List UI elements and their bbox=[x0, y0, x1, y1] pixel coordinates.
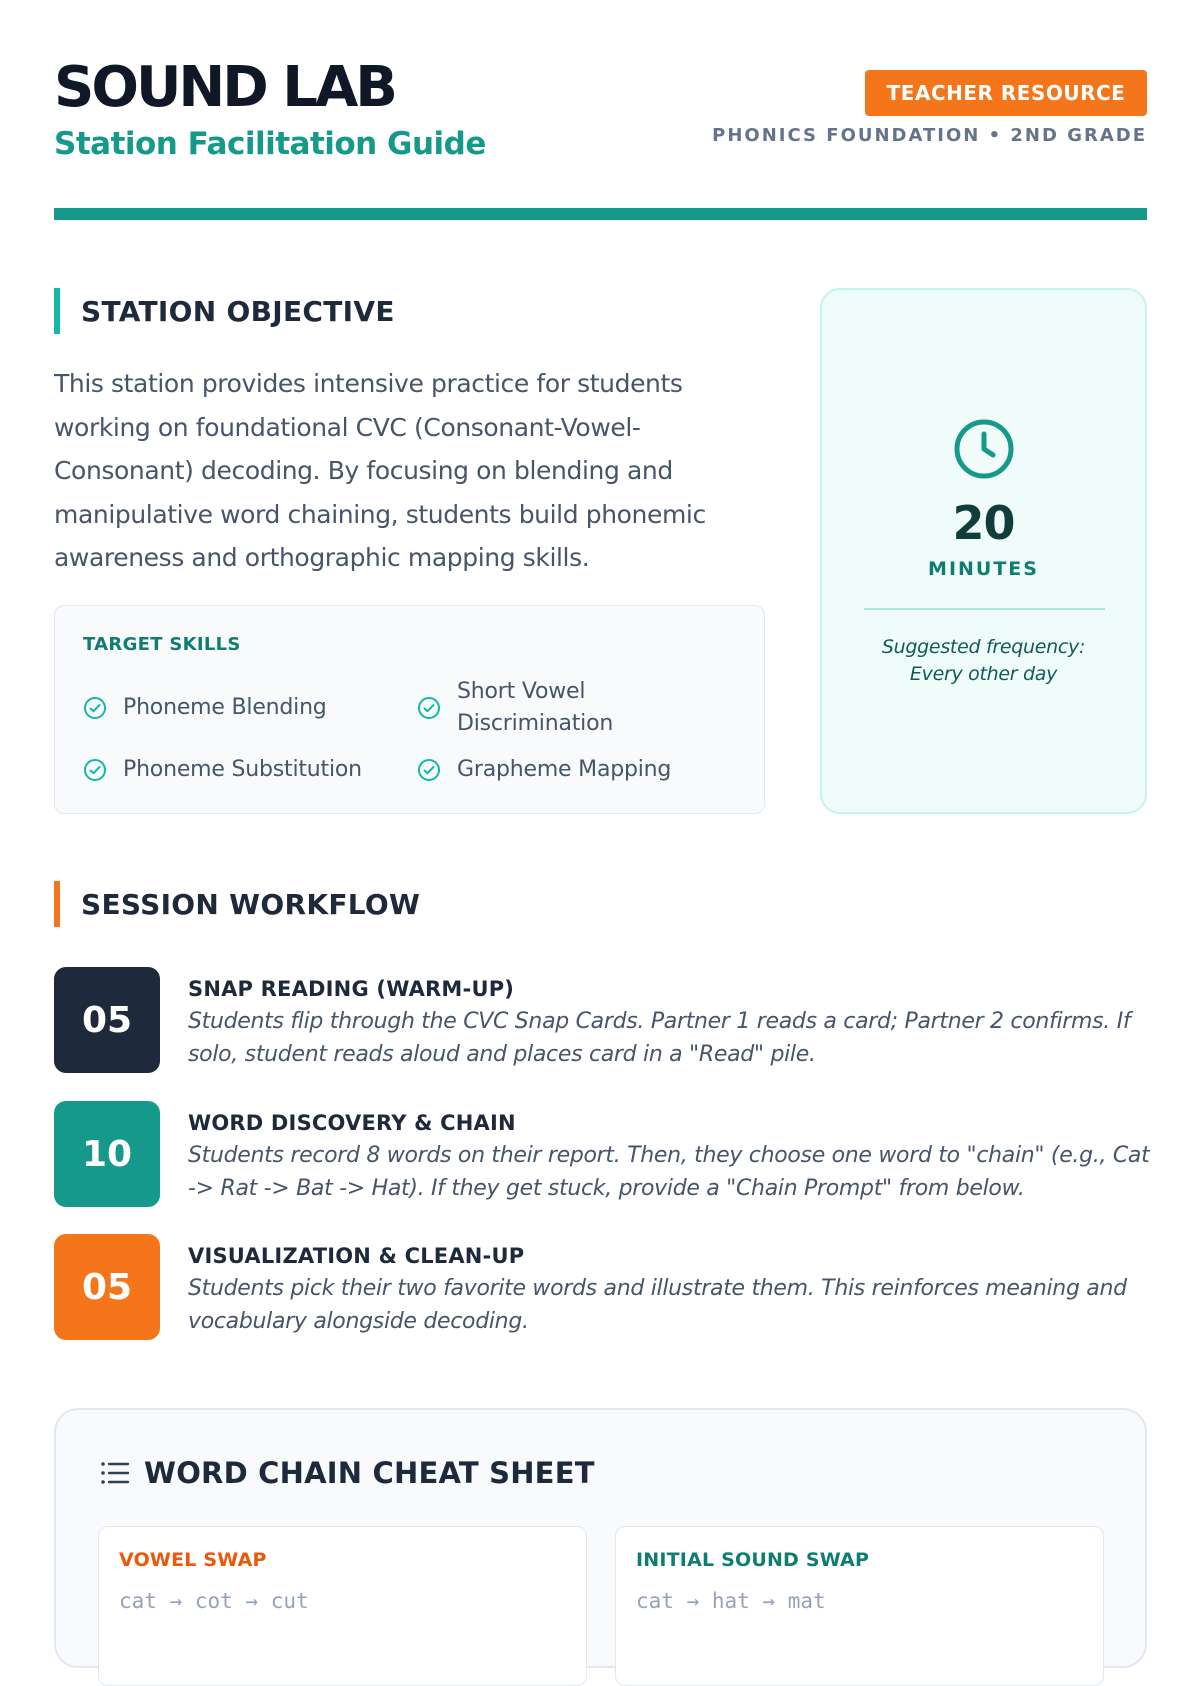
step-title: WORD DISCOVERY & CHAIN bbox=[188, 1111, 516, 1135]
frequency-note-line1: Suggested frequency: bbox=[881, 636, 1086, 658]
teacher-resource-badge: TEACHER RESOURCE bbox=[865, 70, 1147, 116]
cheat-sheet-panel bbox=[54, 1408, 1147, 1668]
workflow-step bbox=[54, 1101, 1150, 1207]
skill-item bbox=[417, 754, 671, 786]
target-skills-box bbox=[54, 605, 765, 814]
step-description: Students flip through the CVC Snap Cards. Partner 1 reads a card; Partner 2 confirms. If solo, student reads aloud and places card in a "Read" pile. bbox=[188, 1009, 1131, 1067]
objective-accent-bar bbox=[54, 288, 60, 334]
step-description: Students record 8 words on their report. Then, they choose one word to "chain" (e.g., Cat -> Rat -> Bat -> Hat). If they get stuck, provide a "Chain Prompt" from below. bbox=[188, 1143, 1150, 1201]
cheat-sheet-heading bbox=[100, 1456, 595, 1490]
duration-unit: MINUTES bbox=[928, 558, 1039, 580]
skill-item bbox=[83, 692, 327, 724]
cheat-card-initial-sound-swap bbox=[615, 1526, 1104, 1686]
step-minutes-badge: 05 bbox=[54, 967, 160, 1073]
duration-value: 20 bbox=[952, 496, 1015, 550]
workflow-step bbox=[54, 1234, 1147, 1340]
frequency-note-line2: Every other day bbox=[909, 663, 1058, 685]
skill-label: Phoneme Substitution bbox=[123, 757, 362, 782]
duration-divider bbox=[864, 608, 1105, 610]
duration-card bbox=[820, 288, 1147, 814]
cheat-card-chain: cat → hat → mat bbox=[636, 1589, 826, 1613]
workflow-heading-label: SESSION WORKFLOW bbox=[81, 887, 421, 921]
check-circle-icon bbox=[83, 758, 107, 782]
step-minutes-badge: 05 bbox=[54, 1234, 160, 1340]
header-divider bbox=[54, 208, 1147, 220]
clock-icon bbox=[953, 418, 1015, 480]
objective-text: This station provides intensive practice for students working on foundational CVC (Consonant-Vowel-Consonant) decoding. By focusing on blending and manipulative word chaining, students build phonemic awareness and orthographic mapping skills. bbox=[54, 369, 706, 572]
step-title: VISUALIZATION & CLEAN-UP bbox=[188, 1244, 525, 1268]
objective-heading bbox=[54, 288, 395, 334]
grade-meta: PHONICS FOUNDATION • 2ND GRADE bbox=[712, 125, 1147, 146]
page-subtitle: Station Facilitation Guide bbox=[54, 126, 486, 162]
step-minutes-badge: 10 bbox=[54, 1101, 160, 1207]
target-skills-title: TARGET SKILLS bbox=[83, 634, 241, 655]
check-circle-icon bbox=[417, 696, 441, 720]
step-title: SNAP READING (WARM-UP) bbox=[188, 977, 515, 1001]
skill-item bbox=[83, 754, 362, 786]
skill-label: Grapheme Mapping bbox=[457, 757, 672, 782]
step-description: Students pick their two favorite words and illustrate them. This reinforces meaning and vocabulary alongside decoding. bbox=[188, 1276, 1127, 1334]
workflow-heading bbox=[54, 881, 420, 927]
cheat-card-vowel-swap bbox=[98, 1526, 587, 1686]
frequency-note bbox=[822, 634, 1145, 688]
workflow-step bbox=[54, 967, 1147, 1073]
cheat-sheet-title: WORD CHAIN CHEAT SHEET bbox=[144, 1456, 595, 1490]
cheat-card-title: VOWEL SWAP bbox=[119, 1549, 267, 1571]
check-circle-icon bbox=[83, 696, 107, 720]
objective-heading-label: STATION OBJECTIVE bbox=[81, 294, 395, 328]
list-icon bbox=[100, 1460, 130, 1486]
page-title: SOUND LAB bbox=[54, 55, 395, 120]
cheat-card-chain: cat → cot → cut bbox=[119, 1589, 309, 1613]
skill-item bbox=[417, 676, 647, 740]
cheat-card-title: INITIAL SOUND SWAP bbox=[636, 1549, 870, 1571]
check-circle-icon bbox=[417, 758, 441, 782]
workflow-accent-bar bbox=[54, 881, 60, 927]
skill-label: Short Vowel Discrimination bbox=[457, 679, 614, 736]
skill-label: Phoneme Blending bbox=[123, 695, 327, 720]
